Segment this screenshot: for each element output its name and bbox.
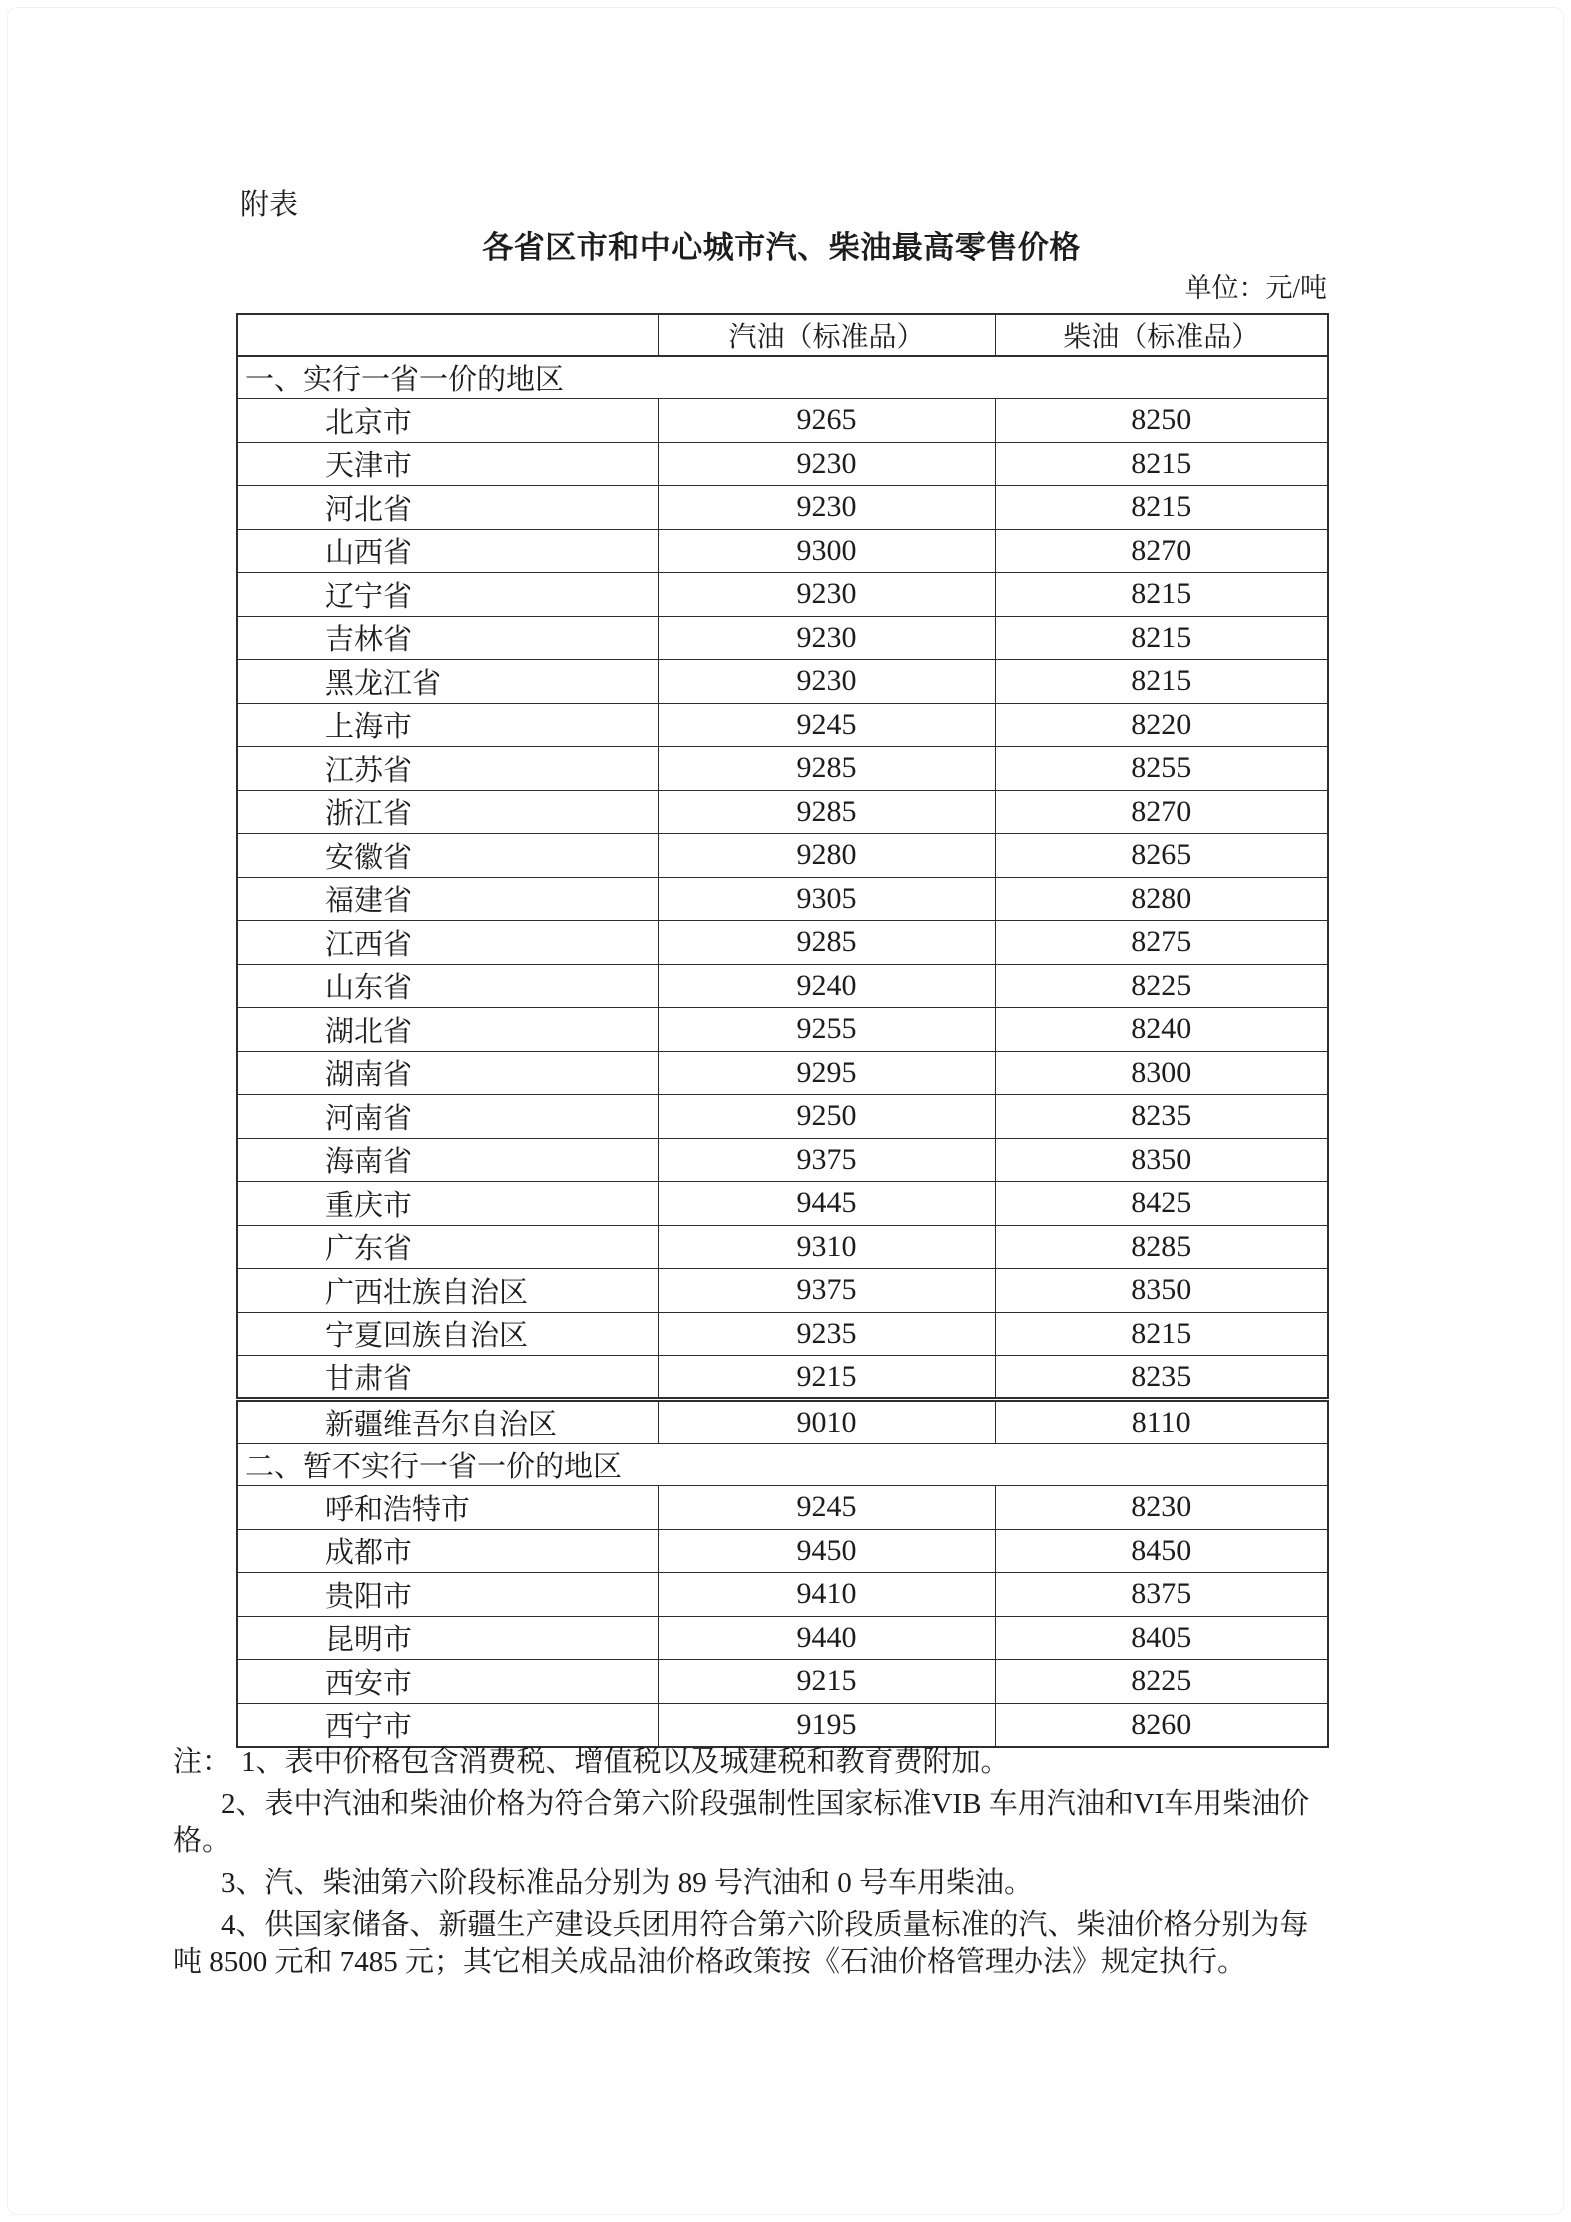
region-cell: 海南省 [237,1138,658,1182]
col-header-gasoline: 汽油（标准品） [658,314,995,356]
region-cell: 重庆市 [237,1182,658,1226]
gasoline-price-cell: 9440 [658,1616,995,1660]
table-row [237,1660,1328,1704]
table-body [237,356,1328,1747]
gasoline-price-cell: 9250 [658,1095,995,1139]
diesel-price-cell: 8215 [995,442,1328,486]
table-row [237,1138,1328,1182]
gasoline-price-cell: 9305 [658,877,995,921]
gasoline-price-cell: 9280 [658,834,995,878]
region-cell: 河南省 [237,1095,658,1139]
gasoline-price-cell: 9240 [658,964,995,1008]
table-row [237,790,1328,834]
gasoline-price-cell: 9310 [658,1225,995,1269]
gasoline-price-cell: 9245 [658,703,995,747]
diesel-price-cell: 8260 [995,1703,1328,1747]
table-header-row [237,314,1328,356]
gasoline-price-cell: 9230 [658,486,995,530]
gasoline-price-cell: 9300 [658,529,995,573]
diesel-price-cell: 8215 [995,616,1328,660]
diesel-price-cell: 8270 [995,790,1328,834]
region-cell: 新疆维吾尔自治区 [237,1400,658,1444]
diesel-price-cell: 8110 [995,1400,1328,1444]
diesel-price-cell: 8265 [995,834,1328,878]
gasoline-price-cell: 9230 [658,616,995,660]
diesel-price-cell: 8230 [995,1486,1328,1530]
gasoline-price-cell: 9235 [658,1312,995,1356]
table-row [237,1703,1328,1747]
region-cell: 西安市 [237,1660,658,1704]
diesel-price-cell: 8215 [995,573,1328,617]
region-cell: 河北省 [237,486,658,530]
gasoline-price-cell: 9265 [658,399,995,443]
diesel-price-cell: 8215 [995,486,1328,530]
gasoline-price-cell: 9010 [658,1400,995,1444]
region-cell: 昆明市 [237,1616,658,1660]
gasoline-price-cell: 9230 [658,573,995,617]
region-cell: 宁夏回族自治区 [237,1312,658,1356]
region-cell: 黑龙江省 [237,660,658,704]
table-row [237,442,1328,486]
diesel-price-cell: 8350 [995,1138,1328,1182]
gasoline-price-cell: 9230 [658,442,995,486]
diesel-price-cell: 8425 [995,1182,1328,1226]
table-row [237,1051,1328,1095]
gasoline-price-cell: 9215 [658,1356,995,1400]
region-cell: 江西省 [237,921,658,965]
region-cell: 福建省 [237,877,658,921]
section-heading: 一、实行一省一价的地区 [237,356,1328,399]
table-row [237,660,1328,704]
table-row [237,573,1328,617]
region-cell: 山西省 [237,529,658,573]
region-cell: 成都市 [237,1529,658,1573]
page-title: 各省区市和中心城市汽、柴油最高零售价格 [482,230,1081,265]
notes-section [173,1744,1327,1986]
table-row [237,486,1328,530]
diesel-price-cell: 8275 [995,921,1328,965]
col-header-region [237,314,658,356]
diesel-price-cell: 8225 [995,1660,1328,1704]
diesel-price-cell: 8375 [995,1573,1328,1617]
gasoline-price-cell: 9375 [658,1138,995,1182]
table-row [237,834,1328,878]
section-heading-row [237,1444,1328,1486]
note-line-1 [173,1744,1327,1781]
gasoline-price-cell: 9285 [658,790,995,834]
diesel-price-cell: 8215 [995,1312,1328,1356]
col-header-diesel: 柴油（标准品） [995,314,1328,356]
table-row [237,399,1328,443]
price-table [236,313,1329,1748]
table-row [237,529,1328,573]
table-row [237,1400,1328,1444]
unit-note: 单位：元/吨 [1184,273,1327,303]
table-row [237,1529,1328,1573]
diesel-price-cell: 8450 [995,1529,1328,1573]
attachment-label: 附表 [240,189,299,221]
gasoline-price-cell: 9410 [658,1573,995,1617]
gasoline-price-cell: 9375 [658,1269,995,1313]
region-cell: 西宁市 [237,1703,658,1747]
diesel-price-cell: 8405 [995,1616,1328,1660]
diesel-price-cell: 8220 [995,703,1328,747]
diesel-price-cell: 8235 [995,1356,1328,1400]
table-row [237,1312,1328,1356]
table-row [237,1356,1328,1400]
table-row [237,877,1328,921]
section-heading: 二、暂不实行一省一价的地区 [237,1444,1328,1486]
section-heading-row [237,356,1328,399]
table-row [237,1095,1328,1139]
notes-prefix: 注： [173,1746,232,1778]
table-row [237,747,1328,791]
gasoline-price-cell: 9195 [658,1703,995,1747]
table-row [237,921,1328,965]
diesel-price-cell: 8285 [995,1225,1328,1269]
diesel-price-cell: 8280 [995,877,1328,921]
region-cell: 江苏省 [237,747,658,791]
region-cell: 广东省 [237,1225,658,1269]
table-row [237,1486,1328,1530]
region-cell: 甘肃省 [237,1356,658,1400]
region-cell: 辽宁省 [237,573,658,617]
gasoline-price-cell: 9285 [658,921,995,965]
region-cell: 山东省 [237,964,658,1008]
diesel-price-cell: 8255 [995,747,1328,791]
region-cell: 安徽省 [237,834,658,878]
table-row [237,1008,1328,1052]
table-row [237,1573,1328,1617]
diesel-price-cell: 8225 [995,964,1328,1008]
table-row [237,1182,1328,1226]
table-row [237,616,1328,660]
table-header [237,314,1328,356]
gasoline-price-cell: 9215 [658,1660,995,1704]
note-text-1: 1、表中价格包含消费税、增值税以及城建税和教育费附加。 [241,1746,1010,1778]
gasoline-price-cell: 9255 [658,1008,995,1052]
table-row [237,1225,1328,1269]
gasoline-price-cell: 9450 [658,1529,995,1573]
diesel-price-cell: 8270 [995,529,1328,573]
region-cell: 上海市 [237,703,658,747]
region-cell: 湖北省 [237,1008,658,1052]
gasoline-price-cell: 9445 [658,1182,995,1226]
region-cell: 广西壮族自治区 [237,1269,658,1313]
gasoline-price-cell: 9295 [658,1051,995,1095]
table-row [237,703,1328,747]
diesel-price-cell: 8215 [995,660,1328,704]
diesel-price-cell: 8250 [995,399,1328,443]
region-cell: 浙江省 [237,790,658,834]
region-cell: 北京市 [237,399,658,443]
gasoline-price-cell: 9285 [658,747,995,791]
diesel-price-cell: 8235 [995,1095,1328,1139]
note-line-3: 3、汽、柴油第六阶段标准品分别为 89 号汽油和 0 号车用柴油。 [221,1867,1034,1899]
region-cell: 呼和浩特市 [237,1486,658,1530]
region-cell: 天津市 [237,442,658,486]
region-cell: 湖南省 [237,1051,658,1095]
table-row [237,964,1328,1008]
region-cell: 吉林省 [237,616,658,660]
region-cell: 贵阳市 [237,1573,658,1617]
diesel-price-cell: 8350 [995,1269,1328,1313]
diesel-price-cell: 8240 [995,1008,1328,1052]
note-line-4: 4、供国家储备、新疆生产建设兵团用符合第六阶段质量标准的汽、柴油价格分别为每吨 8500 元和 7485 元；其它相关成品油价格政策按《石油价格管理办法》规定执行。 [173,1909,1309,1978]
table-row [237,1616,1328,1660]
table-row [237,1269,1328,1313]
diesel-price-cell: 8300 [995,1051,1328,1095]
note-line-2: 2、表中汽油和柴油价格为符合第六阶段强制性国家标准VIB 车用汽油和VI车用柴油价格。 [173,1788,1310,1857]
gasoline-price-cell: 9245 [658,1486,995,1530]
gasoline-price-cell: 9230 [658,660,995,704]
